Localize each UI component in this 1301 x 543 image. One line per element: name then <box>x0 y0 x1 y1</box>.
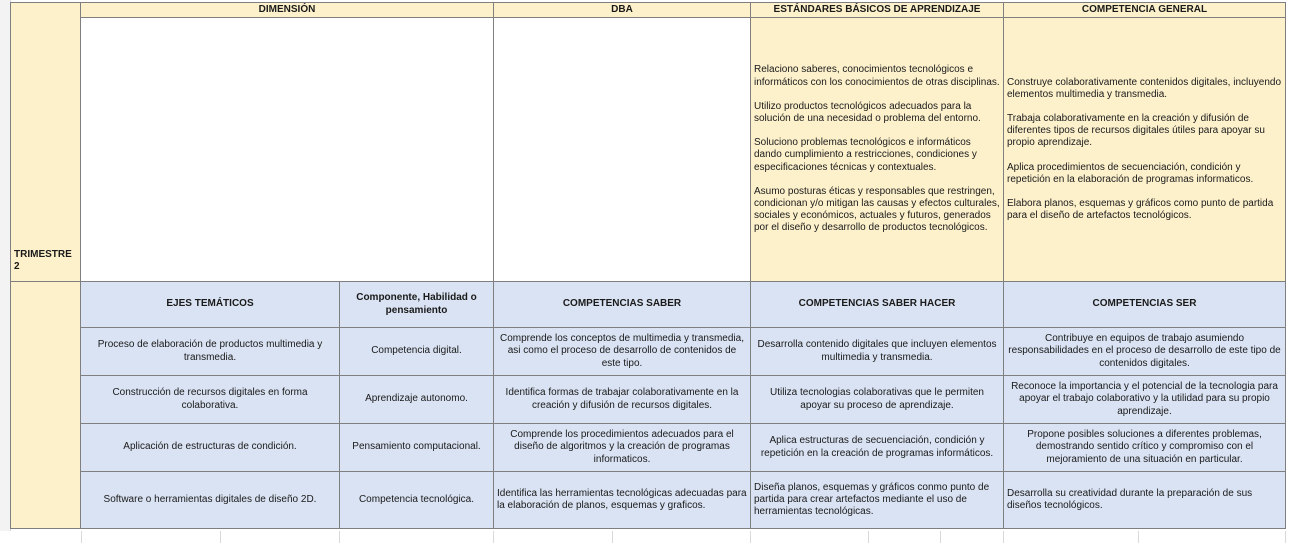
header-general-competence[interactable]: COMPETENCIA GENERAL <box>1004 3 1286 18</box>
curriculum-table <box>10 2 1286 529</box>
header-dimension[interactable]: DIMENSIÓN <box>81 3 494 18</box>
empty-grid-row <box>0 531 1301 543</box>
component-cell[interactable]: Aprendizaje autonomo. <box>340 376 494 424</box>
general-competence-3: Aplica procedimientos de secuenciación, condición y repetición en la elaboración de programas informaticos. <box>1007 161 1254 185</box>
general-competence-2: Trabaja colaborativamente en la creación y difusión de diferentes tipos de recursos digitales útiles para apoyar su propio aprendizaje. <box>1007 112 1265 149</box>
subheader-know[interactable]: COMPETENCIAS SABER <box>494 282 751 328</box>
dba-cell[interactable] <box>494 18 751 282</box>
subheader-be[interactable]: COMPETENCIAS SER <box>1004 282 1286 328</box>
be-cell[interactable]: Desarrolla su creatividad durante la preparación de sus diseños tecnológicos. <box>1004 472 1286 529</box>
axis-cell[interactable]: Software o herramientas digitales de diseño 2D. <box>81 472 340 529</box>
know-cell[interactable]: Comprende los conceptos de multimedia y transmedia, asi como el proceso de desarrollo de contenidos de este tipo. <box>494 328 751 376</box>
subheader-axes[interactable]: EJES TEMÁTICOS <box>81 282 340 328</box>
know-do-cell[interactable]: Aplica estructuras de secuenciación, condición y repetición en la creación de programas informáticos. <box>751 424 1004 472</box>
know-do-cell[interactable]: Diseña planos, esquemas y gráficos conmo punto de partida para crear artefactos mediante el uso de herramientas tecnológicas. <box>751 472 1004 529</box>
component-cell[interactable]: Competencia digital. <box>340 328 494 376</box>
standard-1: Relaciono saberes, conocimientos tecnológicos e informáticos con los conocimientos de otras disciplinas. <box>754 64 1000 88</box>
know-do-cell[interactable]: Utiliza tecnologias colaborativas que le permiten apoyar su proceso de aprendizaje. <box>751 376 1004 424</box>
general-competence-4: Elabora planos, esquemas y gráficos como punto de partida para el diseño de artefactos tecnológicos. <box>1007 198 1274 222</box>
header-dba[interactable]: DBA <box>494 3 751 18</box>
table-row <box>11 376 1286 424</box>
table-row <box>11 328 1286 376</box>
standard-3: Soluciono problemas tecnológicos e informáticos dando cumplimiento a restricciones, condiciones y especificaciones técnicas y contextuales. <box>754 137 977 173</box>
standards-cell[interactable] <box>751 18 1004 282</box>
trimester-label[interactable]: TRIMESTRE 2 <box>11 3 81 282</box>
standard-4: Asumo posturas éticas y responsables que restringen, condicionan y/o mitigan las causas y efectos culturales, sociales y económicos, actuales y futuros, generados por el diseño y desarrollo de productos tecnológicos. <box>754 185 1000 234</box>
know-do-cell[interactable]: Desarrolla contenido digitales que incluyen elementos multimedia y transmedia. <box>751 328 1004 376</box>
component-cell[interactable]: Competencia tecnológica. <box>340 472 494 529</box>
header-standards[interactable]: ESTÁNDARES BÁSICOS DE APRENDIZAJE <box>751 3 1004 18</box>
standard-2: Utilizo productos tecnológicos adecuados para la solución de una necesidad o problema del entorno. <box>754 100 981 124</box>
subheader-component[interactable]: Componente, Habilidad o pensamiento <box>340 282 494 328</box>
know-cell[interactable]: Identifica formas de trabajar colaborativamente en la creación y difusión de recursos digitales. <box>494 376 751 424</box>
axis-cell[interactable]: Construcción de recursos digitales en forma colaborativa. <box>81 376 340 424</box>
be-cell[interactable]: Reconoce la importancia y el potencial de la tecnologia para apoyar el trabajo colaborativo y la utilidad para su propio aprendizaje. <box>1004 376 1286 424</box>
axis-cell[interactable]: Proceso de elaboración de productos multimedia y transmedia. <box>81 328 340 376</box>
table-row <box>11 472 1286 529</box>
axis-cell[interactable]: Aplicación de estructuras de condición. <box>81 424 340 472</box>
know-cell[interactable]: Comprende los procedimientos adecuados para el diseño de algoritmos y la creación de programas informaticos. <box>494 424 751 472</box>
general-competence-1: Construye colaborativamente contenidos digitales, incluyendo elementos multimedia y transmedia. <box>1007 76 1282 100</box>
be-cell[interactable]: Contribuye en equipos de trabajo asumiendo responsabilidades en el proceso de desarrollo de este tipo de contenidos digitales. <box>1004 328 1286 376</box>
component-cell[interactable]: Pensamiento computacional. <box>340 424 494 472</box>
curriculum-sheet <box>10 2 1286 529</box>
subheader-know-do[interactable]: COMPETENCIAS SABER HACER <box>751 282 1004 328</box>
dimension-cell[interactable] <box>81 18 494 282</box>
trimester-continuation-cell[interactable] <box>11 282 81 529</box>
table-row <box>11 424 1286 472</box>
know-cell[interactable]: Identifica las herramientas tecnológicas adecuadas para la elaboración de planos, esquemas y graficos. <box>494 472 751 529</box>
be-cell[interactable]: Propone posibles soluciones a diferentes problemas, demostrando sentido crítico y compromiso con el mejoramiento de una situación en particular. <box>1004 424 1286 472</box>
general-competence-cell[interactable] <box>1004 18 1286 282</box>
